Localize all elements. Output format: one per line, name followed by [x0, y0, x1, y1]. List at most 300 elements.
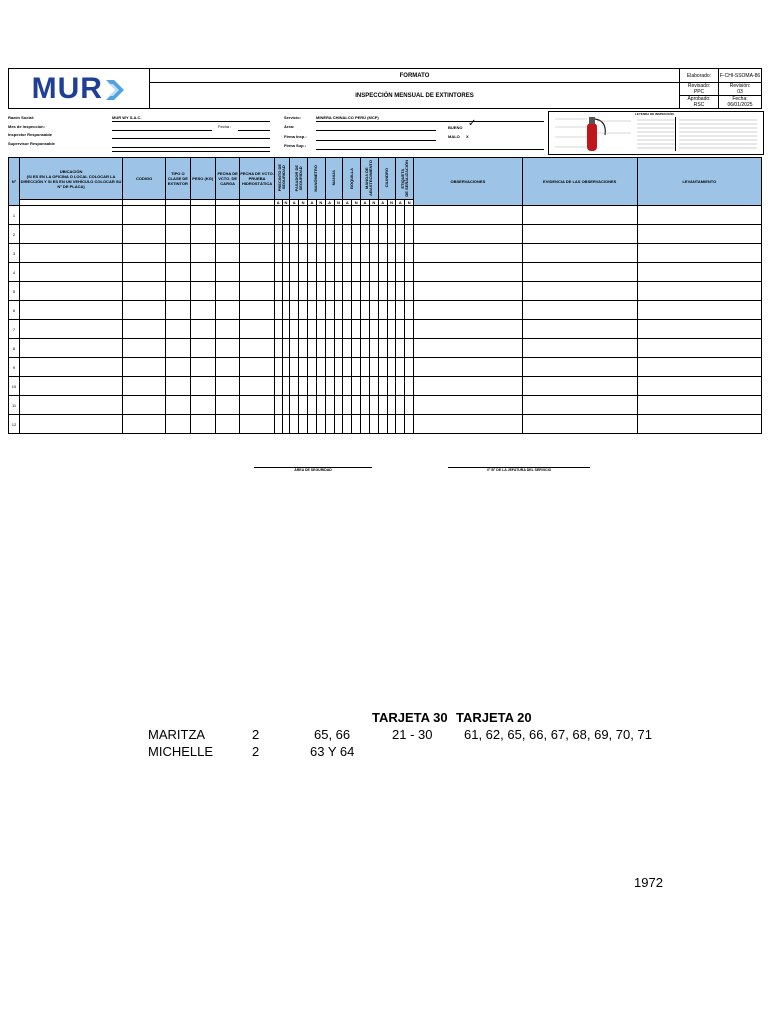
table-cell[interactable]	[343, 244, 352, 263]
table-cell[interactable]	[522, 320, 637, 339]
table-cell[interactable]	[352, 377, 361, 396]
table-cell[interactable]	[123, 244, 166, 263]
table-cell[interactable]	[316, 320, 325, 339]
table-cell[interactable]	[522, 415, 637, 434]
table-cell[interactable]	[361, 263, 370, 282]
table-cell[interactable]	[299, 244, 308, 263]
table-cell[interactable]	[387, 282, 396, 301]
table-cell[interactable]	[343, 358, 352, 377]
table-cell[interactable]	[414, 263, 522, 282]
table-cell[interactable]	[282, 339, 290, 358]
table-cell[interactable]	[334, 206, 343, 225]
table-cell[interactable]	[308, 339, 317, 358]
fecha-field[interactable]	[238, 130, 270, 131]
table-cell[interactable]	[190, 301, 215, 320]
table-cell[interactable]	[282, 225, 290, 244]
table-cell[interactable]	[299, 377, 308, 396]
table-cell[interactable]	[299, 415, 308, 434]
table-cell[interactable]	[123, 206, 166, 225]
table-cell[interactable]	[334, 377, 343, 396]
table-cell[interactable]	[166, 244, 190, 263]
table-cell[interactable]	[325, 301, 334, 320]
table-cell[interactable]	[215, 244, 239, 263]
table-cell[interactable]	[637, 206, 761, 225]
table-cell[interactable]	[20, 263, 123, 282]
table-cell[interactable]	[352, 339, 361, 358]
table-cell[interactable]	[522, 244, 637, 263]
table-cell[interactable]	[290, 358, 299, 377]
table-cell[interactable]	[334, 301, 343, 320]
table-cell[interactable]	[290, 320, 299, 339]
table-cell[interactable]	[387, 320, 396, 339]
table-cell[interactable]	[290, 282, 299, 301]
table-cell[interactable]	[282, 263, 290, 282]
table-cell[interactable]	[369, 396, 378, 415]
table-cell[interactable]	[637, 339, 761, 358]
table-cell[interactable]	[369, 377, 378, 396]
table-cell[interactable]	[20, 301, 123, 320]
table-cell[interactable]	[637, 225, 761, 244]
table-cell[interactable]	[369, 282, 378, 301]
firma-insp-field[interactable]	[316, 140, 436, 141]
table-cell[interactable]	[405, 415, 414, 434]
table-cell[interactable]	[308, 225, 317, 244]
table-cell[interactable]	[316, 225, 325, 244]
table-cell[interactable]	[396, 339, 405, 358]
table-cell[interactable]	[274, 244, 282, 263]
table-cell[interactable]	[20, 320, 123, 339]
table-cell[interactable]	[299, 206, 308, 225]
table-cell[interactable]	[334, 339, 343, 358]
table-cell[interactable]	[387, 244, 396, 263]
table-cell[interactable]	[316, 358, 325, 377]
table-cell[interactable]	[274, 282, 282, 301]
table-cell[interactable]	[123, 263, 166, 282]
table-cell[interactable]	[352, 320, 361, 339]
table-cell[interactable]	[166, 320, 190, 339]
table-cell[interactable]	[190, 263, 215, 282]
table-cell[interactable]	[215, 358, 239, 377]
table-cell[interactable]	[316, 396, 325, 415]
table-cell[interactable]	[316, 339, 325, 358]
table-cell[interactable]	[290, 415, 299, 434]
table-cell[interactable]	[396, 225, 405, 244]
table-cell[interactable]	[190, 415, 215, 434]
table-cell[interactable]	[334, 244, 343, 263]
table-cell[interactable]	[308, 377, 317, 396]
table-cell[interactable]	[308, 358, 317, 377]
table-cell[interactable]	[123, 225, 166, 244]
table-cell[interactable]	[378, 320, 387, 339]
table-cell[interactable]	[299, 225, 308, 244]
table-cell[interactable]	[166, 301, 190, 320]
table-cell[interactable]	[361, 358, 370, 377]
table-cell[interactable]	[316, 282, 325, 301]
table-cell[interactable]	[334, 396, 343, 415]
table-cell[interactable]	[637, 244, 761, 263]
table-cell[interactable]	[240, 282, 275, 301]
table-cell[interactable]	[299, 358, 308, 377]
table-cell[interactable]	[396, 358, 405, 377]
table-cell[interactable]	[396, 244, 405, 263]
table-cell[interactable]	[215, 263, 239, 282]
table-cell[interactable]	[378, 206, 387, 225]
table-cell[interactable]	[637, 415, 761, 434]
table-cell[interactable]	[282, 415, 290, 434]
table-cell[interactable]	[405, 396, 414, 415]
table-cell[interactable]	[369, 225, 378, 244]
table-cell[interactable]	[282, 301, 290, 320]
table-cell[interactable]	[396, 282, 405, 301]
table-cell[interactable]	[352, 282, 361, 301]
table-cell[interactable]	[240, 377, 275, 396]
table-cell[interactable]	[405, 320, 414, 339]
table-cell[interactable]	[343, 282, 352, 301]
table-cell[interactable]	[308, 301, 317, 320]
table-cell[interactable]	[316, 415, 325, 434]
table-cell[interactable]	[215, 301, 239, 320]
table-cell[interactable]	[123, 339, 166, 358]
table-cell[interactable]	[414, 396, 522, 415]
table-cell[interactable]	[282, 396, 290, 415]
table-cell[interactable]	[274, 301, 282, 320]
table-cell[interactable]	[190, 244, 215, 263]
table-cell[interactable]	[215, 206, 239, 225]
table-cell[interactable]	[308, 320, 317, 339]
table-cell[interactable]	[20, 244, 123, 263]
table-cell[interactable]	[240, 339, 275, 358]
table-cell[interactable]	[352, 415, 361, 434]
table-cell[interactable]	[352, 301, 361, 320]
table-cell[interactable]	[522, 396, 637, 415]
table-cell[interactable]	[190, 320, 215, 339]
table-cell[interactable]	[361, 206, 370, 225]
table-cell[interactable]	[325, 358, 334, 377]
table-cell[interactable]	[396, 263, 405, 282]
table-cell[interactable]	[166, 282, 190, 301]
table-cell[interactable]	[387, 206, 396, 225]
table-cell[interactable]	[522, 301, 637, 320]
table-cell[interactable]	[378, 301, 387, 320]
table-cell[interactable]	[414, 415, 522, 434]
table-cell[interactable]	[282, 206, 290, 225]
table-cell[interactable]	[378, 377, 387, 396]
table-cell[interactable]	[325, 225, 334, 244]
table-cell[interactable]	[123, 320, 166, 339]
table-cell[interactable]	[637, 396, 761, 415]
table-cell[interactable]	[637, 358, 761, 377]
table-cell[interactable]	[361, 415, 370, 434]
table-cell[interactable]	[343, 206, 352, 225]
table-cell[interactable]	[361, 377, 370, 396]
table-cell[interactable]	[352, 225, 361, 244]
table-cell[interactable]	[405, 301, 414, 320]
table-cell[interactable]	[369, 263, 378, 282]
table-cell[interactable]	[215, 225, 239, 244]
table-cell[interactable]	[299, 263, 308, 282]
table-cell[interactable]	[166, 339, 190, 358]
table-cell[interactable]	[316, 301, 325, 320]
table-cell[interactable]	[369, 244, 378, 263]
table-cell[interactable]	[414, 358, 522, 377]
table-cell[interactable]	[240, 244, 275, 263]
table-cell[interactable]	[290, 225, 299, 244]
table-cell[interactable]	[282, 377, 290, 396]
table-cell[interactable]	[414, 320, 522, 339]
table-cell[interactable]	[123, 396, 166, 415]
table-cell[interactable]	[378, 415, 387, 434]
table-cell[interactable]	[240, 206, 275, 225]
table-cell[interactable]	[522, 263, 637, 282]
table-cell[interactable]	[378, 225, 387, 244]
table-cell[interactable]	[299, 396, 308, 415]
table-cell[interactable]	[414, 377, 522, 396]
area-field[interactable]	[316, 130, 436, 131]
table-cell[interactable]	[405, 244, 414, 263]
table-cell[interactable]	[387, 301, 396, 320]
table-cell[interactable]	[387, 396, 396, 415]
table-cell[interactable]	[352, 244, 361, 263]
table-cell[interactable]	[325, 263, 334, 282]
table-cell[interactable]	[387, 339, 396, 358]
table-cell[interactable]	[361, 282, 370, 301]
table-cell[interactable]	[522, 339, 637, 358]
table-cell[interactable]	[299, 301, 308, 320]
table-cell[interactable]	[378, 244, 387, 263]
table-cell[interactable]	[369, 415, 378, 434]
table-cell[interactable]	[369, 206, 378, 225]
table-cell[interactable]	[308, 415, 317, 434]
table-cell[interactable]	[522, 206, 637, 225]
table-cell[interactable]	[290, 263, 299, 282]
table-cell[interactable]	[215, 339, 239, 358]
table-cell[interactable]	[378, 263, 387, 282]
table-cell[interactable]	[240, 358, 275, 377]
table-cell[interactable]	[396, 415, 405, 434]
table-cell[interactable]	[405, 206, 414, 225]
table-cell[interactable]	[343, 320, 352, 339]
table-cell[interactable]	[190, 206, 215, 225]
firma-sup-field[interactable]	[316, 149, 544, 150]
table-cell[interactable]	[352, 358, 361, 377]
table-cell[interactable]	[166, 206, 190, 225]
table-cell[interactable]	[308, 206, 317, 225]
table-cell[interactable]	[166, 358, 190, 377]
table-cell[interactable]	[123, 415, 166, 434]
table-cell[interactable]	[637, 320, 761, 339]
table-cell[interactable]	[123, 282, 166, 301]
table-cell[interactable]	[387, 263, 396, 282]
table-cell[interactable]	[334, 282, 343, 301]
table-cell[interactable]	[343, 225, 352, 244]
table-cell[interactable]	[522, 358, 637, 377]
table-cell[interactable]	[290, 301, 299, 320]
table-cell[interactable]	[414, 206, 522, 225]
table-cell[interactable]	[299, 320, 308, 339]
table-cell[interactable]	[282, 244, 290, 263]
table-cell[interactable]	[405, 225, 414, 244]
table-cell[interactable]	[325, 415, 334, 434]
table-cell[interactable]	[414, 301, 522, 320]
table-cell[interactable]	[334, 263, 343, 282]
table-cell[interactable]	[325, 206, 334, 225]
table-cell[interactable]	[290, 339, 299, 358]
table-cell[interactable]	[522, 377, 637, 396]
table-cell[interactable]	[396, 320, 405, 339]
table-cell[interactable]	[308, 282, 317, 301]
table-cell[interactable]	[522, 225, 637, 244]
table-cell[interactable]	[361, 320, 370, 339]
table-cell[interactable]	[190, 377, 215, 396]
table-cell[interactable]	[369, 320, 378, 339]
table-cell[interactable]	[274, 263, 282, 282]
table-cell[interactable]	[316, 263, 325, 282]
table-cell[interactable]	[240, 225, 275, 244]
table-cell[interactable]	[215, 415, 239, 434]
table-cell[interactable]	[387, 415, 396, 434]
table-cell[interactable]	[369, 358, 378, 377]
table-cell[interactable]	[334, 320, 343, 339]
table-cell[interactable]	[405, 377, 414, 396]
table-cell[interactable]	[637, 263, 761, 282]
table-cell[interactable]	[282, 320, 290, 339]
table-cell[interactable]	[325, 377, 334, 396]
table-cell[interactable]	[274, 415, 282, 434]
table-cell[interactable]	[396, 206, 405, 225]
table-cell[interactable]	[334, 358, 343, 377]
table-cell[interactable]	[334, 415, 343, 434]
table-cell[interactable]	[299, 282, 308, 301]
table-cell[interactable]	[316, 377, 325, 396]
table-cell[interactable]	[20, 377, 123, 396]
table-cell[interactable]	[387, 225, 396, 244]
table-cell[interactable]	[325, 396, 334, 415]
table-cell[interactable]	[308, 244, 317, 263]
table-cell[interactable]	[166, 396, 190, 415]
supervisor-field[interactable]	[112, 147, 270, 148]
table-cell[interactable]	[343, 415, 352, 434]
table-cell[interactable]	[414, 244, 522, 263]
table-cell[interactable]	[20, 282, 123, 301]
table-cell[interactable]	[343, 263, 352, 282]
table-cell[interactable]	[361, 244, 370, 263]
table-cell[interactable]	[190, 339, 215, 358]
table-cell[interactable]	[123, 377, 166, 396]
table-cell[interactable]	[274, 396, 282, 415]
table-cell[interactable]	[637, 301, 761, 320]
table-cell[interactable]	[325, 320, 334, 339]
table-cell[interactable]	[20, 339, 123, 358]
table-cell[interactable]	[343, 377, 352, 396]
table-cell[interactable]	[20, 225, 123, 244]
table-cell[interactable]	[414, 282, 522, 301]
table-cell[interactable]	[316, 206, 325, 225]
table-cell[interactable]	[378, 396, 387, 415]
table-cell[interactable]	[274, 339, 282, 358]
table-cell[interactable]	[361, 339, 370, 358]
table-cell[interactable]	[405, 263, 414, 282]
table-cell[interactable]	[274, 225, 282, 244]
table-cell[interactable]	[522, 282, 637, 301]
table-cell[interactable]	[215, 377, 239, 396]
table-cell[interactable]	[282, 358, 290, 377]
table-cell[interactable]	[343, 339, 352, 358]
table-cell[interactable]	[343, 301, 352, 320]
table-cell[interactable]	[190, 358, 215, 377]
table-cell[interactable]	[190, 396, 215, 415]
table-cell[interactable]	[325, 339, 334, 358]
table-cell[interactable]	[215, 320, 239, 339]
table-cell[interactable]	[361, 301, 370, 320]
table-cell[interactable]	[396, 301, 405, 320]
table-cell[interactable]	[361, 225, 370, 244]
table-cell[interactable]	[290, 244, 299, 263]
table-cell[interactable]	[282, 282, 290, 301]
table-cell[interactable]	[123, 358, 166, 377]
table-cell[interactable]	[240, 415, 275, 434]
table-cell[interactable]	[166, 377, 190, 396]
table-cell[interactable]	[369, 339, 378, 358]
table-cell[interactable]	[20, 358, 123, 377]
table-cell[interactable]	[361, 396, 370, 415]
table-cell[interactable]	[352, 396, 361, 415]
table-cell[interactable]	[215, 396, 239, 415]
table-cell[interactable]	[20, 396, 123, 415]
table-cell[interactable]	[316, 244, 325, 263]
table-cell[interactable]	[299, 339, 308, 358]
inspector-field[interactable]	[112, 138, 270, 139]
table-cell[interactable]	[123, 301, 166, 320]
table-cell[interactable]	[387, 377, 396, 396]
table-cell[interactable]	[190, 282, 215, 301]
table-cell[interactable]	[325, 244, 334, 263]
table-cell[interactable]	[274, 206, 282, 225]
table-cell[interactable]	[405, 339, 414, 358]
mes-field[interactable]	[112, 130, 212, 131]
table-cell[interactable]	[637, 282, 761, 301]
table-cell[interactable]	[274, 377, 282, 396]
table-cell[interactable]	[414, 225, 522, 244]
table-cell[interactable]	[166, 415, 190, 434]
table-cell[interactable]	[405, 358, 414, 377]
table-cell[interactable]	[274, 320, 282, 339]
table-cell[interactable]	[166, 225, 190, 244]
table-cell[interactable]	[240, 263, 275, 282]
table-cell[interactable]	[240, 396, 275, 415]
table-cell[interactable]	[215, 282, 239, 301]
table-cell[interactable]	[352, 263, 361, 282]
table-cell[interactable]	[240, 320, 275, 339]
table-cell[interactable]	[387, 358, 396, 377]
table-cell[interactable]	[290, 206, 299, 225]
table-cell[interactable]	[378, 358, 387, 377]
table-cell[interactable]	[396, 396, 405, 415]
table-cell[interactable]	[378, 282, 387, 301]
table-cell[interactable]	[369, 301, 378, 320]
table-cell[interactable]	[378, 339, 387, 358]
table-cell[interactable]	[20, 206, 123, 225]
table-cell[interactable]	[325, 282, 334, 301]
table-cell[interactable]	[166, 263, 190, 282]
table-cell[interactable]	[405, 282, 414, 301]
table-cell[interactable]	[190, 225, 215, 244]
table-cell[interactable]	[290, 396, 299, 415]
table-cell[interactable]	[352, 206, 361, 225]
table-cell[interactable]	[308, 396, 317, 415]
table-cell[interactable]	[274, 358, 282, 377]
table-cell[interactable]	[20, 415, 123, 434]
table-cell[interactable]	[414, 339, 522, 358]
